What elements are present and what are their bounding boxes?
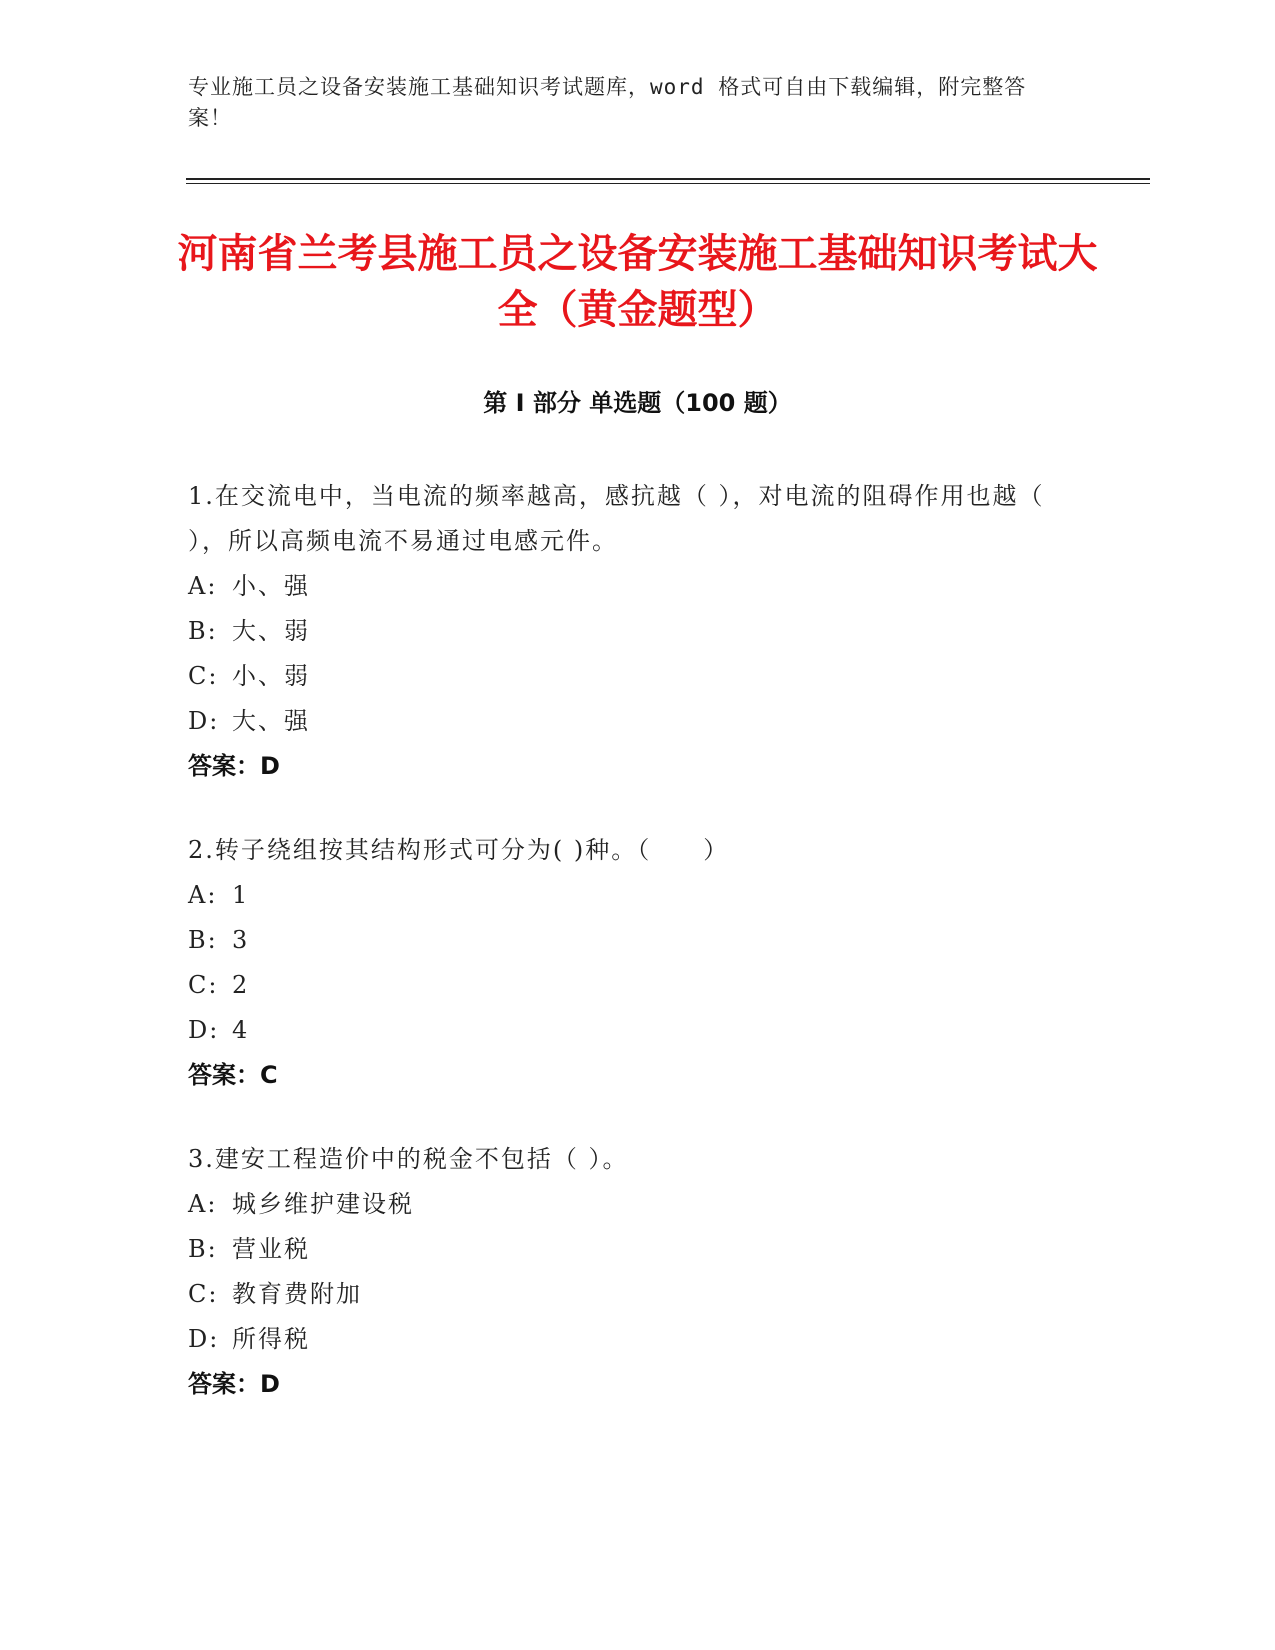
option-text: 教育费附加 bbox=[232, 1280, 362, 1308]
answer-value: C bbox=[260, 1061, 278, 1089]
option-text: 营业税 bbox=[232, 1235, 310, 1263]
option-c bbox=[188, 963, 1088, 1008]
option-key: A: bbox=[188, 572, 218, 600]
option-b bbox=[188, 1227, 1088, 1272]
option-key: D: bbox=[188, 1325, 220, 1353]
option-d bbox=[188, 1008, 1088, 1053]
question-stem: 3.建安工程造价中的税金不包括（ ）。 bbox=[188, 1145, 629, 1173]
answer-label: 答案： bbox=[188, 1061, 260, 1089]
question-stem: 1.在交流电中，当电流的频率越高，感抗越（ ），对电流的阻碍作用也越（ ），所以高频电流不易通过电感元件。 bbox=[188, 482, 1045, 555]
option-key: B: bbox=[188, 617, 218, 645]
question-list bbox=[188, 474, 1088, 1446]
option-d bbox=[188, 1317, 1088, 1362]
option-key: A: bbox=[188, 881, 218, 909]
option-key: C: bbox=[188, 1280, 219, 1308]
option-key: D: bbox=[188, 707, 220, 735]
option-key: A: bbox=[188, 1190, 218, 1218]
option-key: B: bbox=[188, 1235, 218, 1263]
option-text: 小、弱 bbox=[232, 662, 310, 690]
question-3 bbox=[188, 1137, 1088, 1407]
answer-value: D bbox=[260, 752, 280, 780]
answer-value: D bbox=[260, 1370, 280, 1398]
question-1 bbox=[188, 474, 1088, 789]
option-text: 所得税 bbox=[232, 1325, 310, 1353]
header-note: 专业施工员之设备安装施工基础知识考试题库，word 格式可自由下载编辑，附完整答案！ bbox=[188, 75, 1027, 130]
header-divider-thin bbox=[186, 183, 1150, 184]
option-text: 城乡维护建设税 bbox=[232, 1190, 414, 1218]
answer-line bbox=[188, 1362, 1088, 1407]
option-key: C: bbox=[188, 971, 219, 999]
document-title: 河南省兰考县施工员之设备安装施工基础知识考试大全（黄金题型） bbox=[177, 231, 1098, 333]
option-b bbox=[188, 918, 1088, 963]
header-divider-thick bbox=[186, 178, 1150, 180]
option-key: B: bbox=[188, 926, 218, 954]
option-text: 大、弱 bbox=[232, 617, 310, 645]
section-title: 第 I 部分 单选题（100 题） bbox=[483, 389, 792, 417]
answer-line bbox=[188, 744, 1088, 789]
option-c bbox=[188, 654, 1088, 699]
answer-label: 答案： bbox=[188, 752, 260, 780]
option-text: 4 bbox=[232, 1016, 250, 1044]
question-2 bbox=[188, 828, 1088, 1098]
option-text: 大、强 bbox=[232, 707, 310, 735]
option-a bbox=[188, 1182, 1088, 1227]
answer-label: 答案： bbox=[188, 1370, 260, 1398]
option-d bbox=[188, 699, 1088, 744]
option-text: 2 bbox=[232, 971, 250, 999]
option-c bbox=[188, 1272, 1088, 1317]
option-text: 1 bbox=[232, 881, 250, 909]
answer-line bbox=[188, 1053, 1088, 1098]
question-stem: 2.转子绕组按其结构形式可分为( )种。（ ） bbox=[188, 836, 730, 864]
option-a bbox=[188, 564, 1088, 609]
option-text: 小、强 bbox=[232, 572, 310, 600]
option-key: D: bbox=[188, 1016, 220, 1044]
option-a bbox=[188, 873, 1088, 918]
option-text: 3 bbox=[232, 926, 250, 954]
option-key: C: bbox=[188, 662, 219, 690]
option-b bbox=[188, 609, 1088, 654]
